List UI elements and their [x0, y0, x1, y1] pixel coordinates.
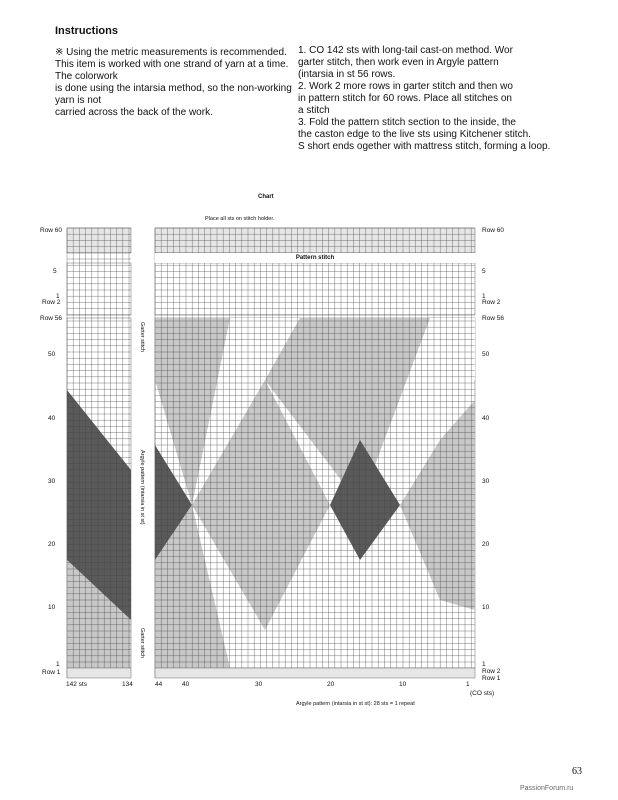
pattern-rows-left — [67, 263, 131, 315]
watermark: PassionForum.ru — [520, 785, 574, 792]
repeat-label: Argyle pattern (intarsia in st st): 28 sts = 1 repeat — [296, 701, 415, 707]
side-text-argyle: Argyle pattern (intarsia in st st) — [139, 450, 145, 525]
stitch-label: 30 — [255, 681, 263, 688]
row-label-right: 20 — [482, 541, 490, 548]
pattern-band-label: Pattern stitch — [155, 253, 475, 263]
stitch-label: 134 — [122, 681, 133, 688]
row-label-left: 40 — [48, 415, 56, 422]
row-label-left: Row 56 — [40, 315, 63, 322]
stitch-label: (CO sts) — [470, 690, 495, 697]
side-text-garter-bottom: Garter stitch — [139, 628, 145, 658]
row-label-right: Row 2 — [482, 668, 501, 675]
row-label-right: 30 — [482, 478, 490, 485]
row-label-right: 40 — [482, 415, 490, 422]
stitch-label: 10 — [399, 681, 407, 688]
row-label-left: 1 — [56, 293, 60, 300]
stitch-label: 44 — [155, 681, 163, 688]
row-label-right: Row 2 — [482, 299, 501, 306]
row-label-right: 50 — [482, 351, 490, 358]
row-label-right: Row 1 — [482, 675, 501, 682]
row-label-right: 1 — [482, 661, 486, 668]
steps-right: 1. CO 142 sts with long-tail cast-on method. Wor garter stitch, then work even in Argyle pattern (intarsia in st 56 rows. 2. Work 2 more rows in garter stitch and then wo in pattern stitch for 60 rows. Place all stitches on a stitch 3. Fold the pattern stitch section to the inside, the the caston edge to the live sts using Kitchener stitch. S short ends ogether with mattress stitch, forming a loop. — [298, 45, 551, 152]
page-number: 63 — [572, 766, 582, 777]
notes-left: ※ Using the metric measurements is recommended. This item is worked with one strand of yarn at a time. The colorwork is done using the intarsia method, so the non-working yarn is not carried across the back of the work. — [55, 47, 292, 118]
row-label-right: Row 56 — [482, 315, 505, 322]
row-label-left: 10 — [48, 604, 56, 611]
pattern-rows-right — [155, 263, 475, 315]
stitch-label: 142 sts — [66, 681, 87, 688]
stitch-label: 1 — [466, 681, 470, 688]
garter-bottom-left — [67, 668, 131, 678]
row-label-left: Row 1 — [42, 669, 61, 676]
row-label-left: 20 — [48, 541, 56, 548]
row-label-left: Row 60 — [40, 227, 63, 234]
row-label-left: Row 2 — [42, 299, 61, 306]
row-label-right: 1 — [482, 293, 486, 300]
row-label-left: 5 — [53, 268, 57, 275]
row-label-right: Row 60 — [482, 227, 505, 234]
row-label-left: 50 — [48, 351, 56, 358]
page-heading: Instructions — [55, 25, 118, 37]
side-text-garter-top: Garter stitch — [139, 322, 145, 352]
row-label-right: 10 — [482, 604, 490, 611]
row-label-left: 30 — [48, 478, 56, 485]
stitch-label: 20 — [327, 681, 335, 688]
stitch-label: 40 — [182, 681, 190, 688]
garter-bottom-right — [155, 668, 475, 678]
chart-note-top: Place all sts on stitch holder. — [205, 216, 275, 222]
row-label-left: 1 — [56, 661, 60, 668]
chart-title: Chart — [258, 194, 274, 200]
row-label-right: 5 — [482, 268, 486, 275]
